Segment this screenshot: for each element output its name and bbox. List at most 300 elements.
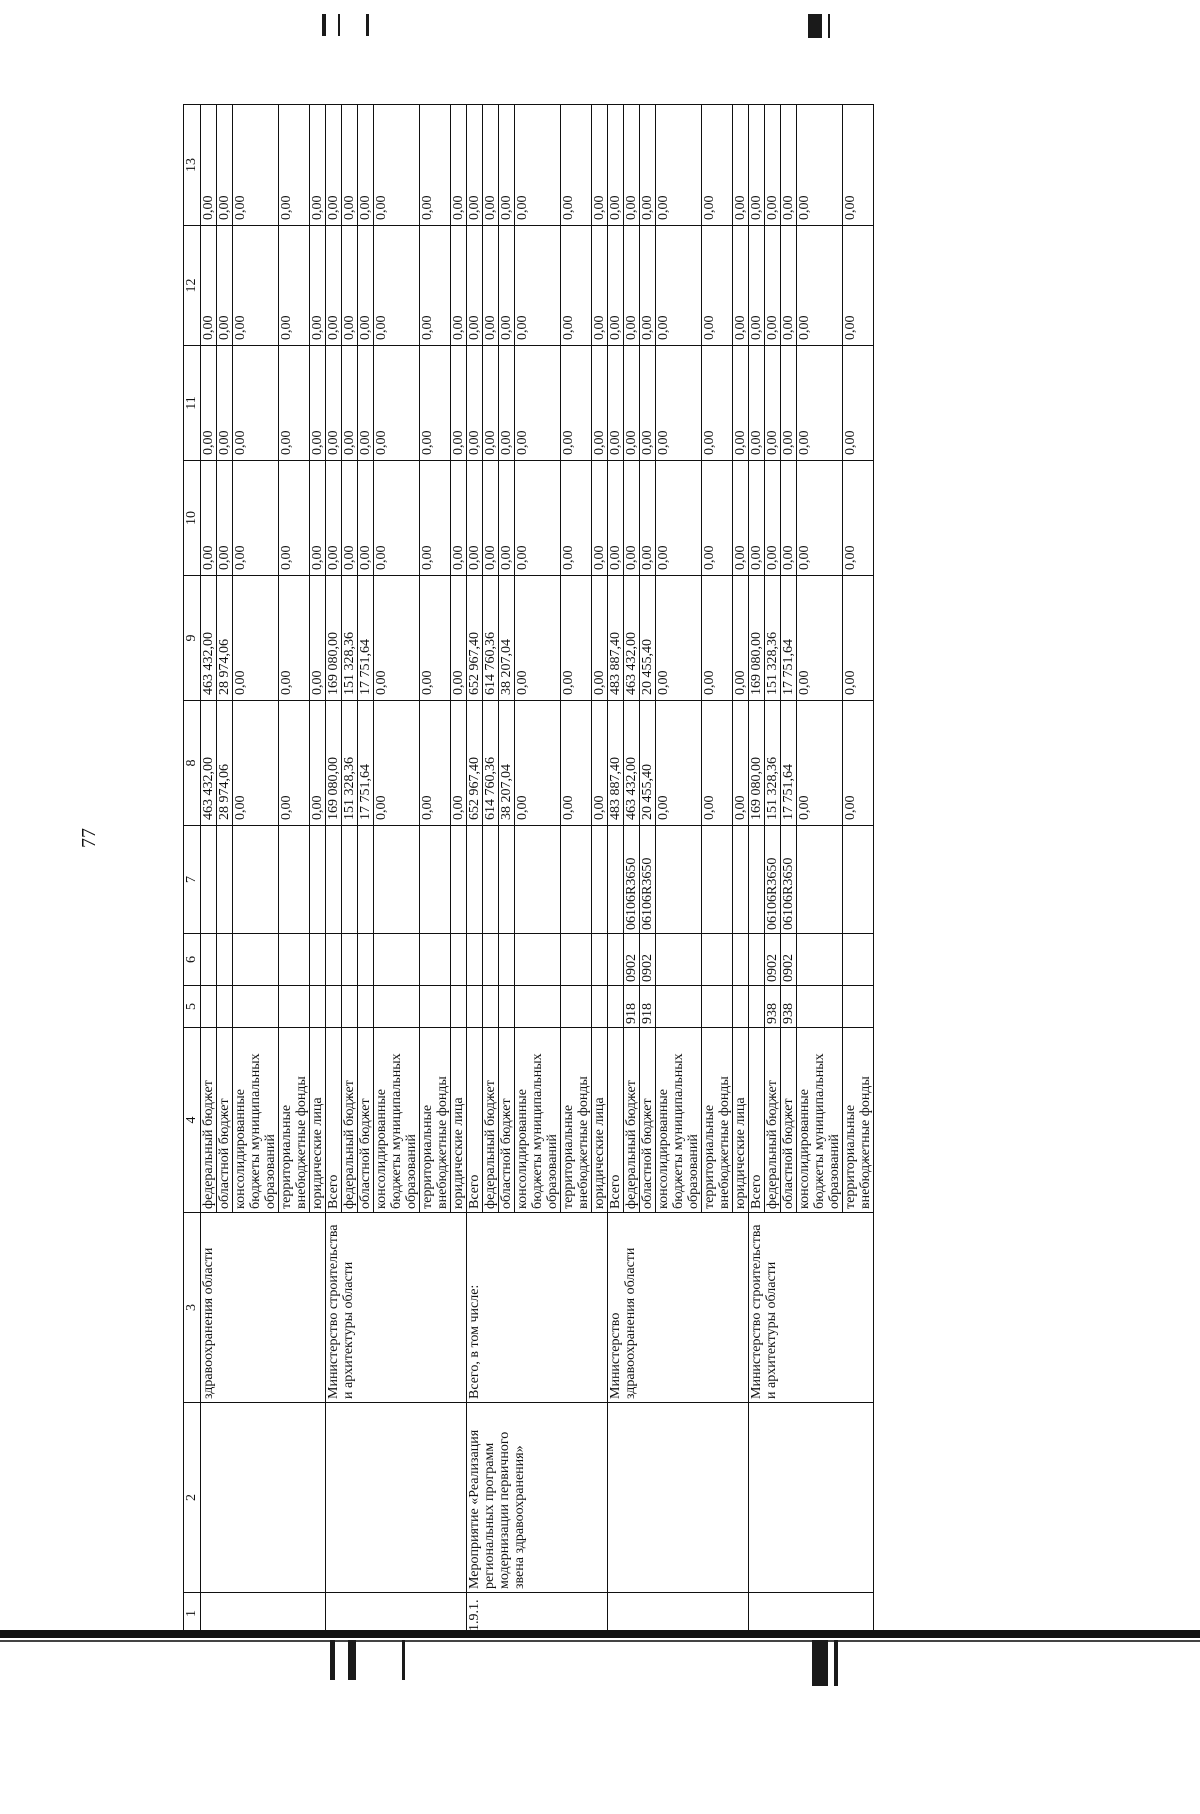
cell-c5: 938 <box>765 986 781 1028</box>
cell-c12: 0,00 <box>326 226 342 346</box>
cell-c12: 0,00 <box>781 226 797 346</box>
cell-c10: 0,00 <box>233 461 279 576</box>
cell-c5 <box>310 986 326 1028</box>
cell-c7 <box>201 826 217 934</box>
column-header: 6 <box>184 934 201 986</box>
column-header: 8 <box>184 701 201 826</box>
scan-mark-bottom-right-2 <box>834 1640 838 1686</box>
cell-c7: 06106R3650 <box>765 826 781 934</box>
cell-c7 <box>499 826 515 934</box>
cell-c10: 0,00 <box>640 461 656 576</box>
cell-c11: 0,00 <box>702 346 733 461</box>
cell-c8: 17 751,64 <box>358 701 374 826</box>
cell-c7 <box>342 826 358 934</box>
cell-c9: 0,00 <box>279 576 310 701</box>
scan-bar-bottom-thin <box>0 1640 1200 1642</box>
cell-c11: 0,00 <box>797 346 843 461</box>
cell-c4: областной бюджет <box>217 1028 233 1213</box>
cell-c11: 0,00 <box>765 346 781 461</box>
cell-c13: 0,00 <box>733 105 749 226</box>
cell-c11: 0,00 <box>326 346 342 461</box>
cell-c12: 0,00 <box>217 226 233 346</box>
cell-c6 <box>217 934 233 986</box>
cell-c9: 0,00 <box>656 576 702 701</box>
cell-c9: 169 080,00 <box>749 576 765 701</box>
cell-c10: 0,00 <box>624 461 640 576</box>
scan-mark-bottom-left-2 <box>348 1640 356 1680</box>
cell-c8: 652 967,40 <box>467 701 483 826</box>
cell-c5 <box>499 986 515 1028</box>
cell-c10: 0,00 <box>420 461 451 576</box>
cell-c9: 614 760,36 <box>483 576 499 701</box>
cell-c8: 151 328,36 <box>765 701 781 826</box>
cell-c8: 0,00 <box>561 701 592 826</box>
cell-c4: федеральный бюджет <box>624 1028 640 1213</box>
cell-c8: 0,00 <box>592 701 608 826</box>
cell-c6 <box>326 934 342 986</box>
cell-c7 <box>733 826 749 934</box>
cell-col3: Всего, в том числе: <box>467 1213 608 1403</box>
cell-c13: 0,00 <box>358 105 374 226</box>
cell-col1: 1.9.1. <box>467 1593 608 1635</box>
cell-c12: 0,00 <box>483 226 499 346</box>
cell-c13: 0,00 <box>592 105 608 226</box>
table-row <box>467 105 483 1635</box>
rotated-table-container <box>183 105 1103 1635</box>
cell-c12: 0,00 <box>561 226 592 346</box>
cell-c6 <box>592 934 608 986</box>
cell-c11: 0,00 <box>310 346 326 461</box>
cell-col3: здравоохранения области <box>201 1213 326 1403</box>
cell-c9: 0,00 <box>451 576 467 701</box>
cell-c11: 0,00 <box>358 346 374 461</box>
cell-c9: 0,00 <box>515 576 561 701</box>
cell-c10: 0,00 <box>451 461 467 576</box>
cell-c9: 0,00 <box>797 576 843 701</box>
cell-c10: 0,00 <box>358 461 374 576</box>
column-header: 13 <box>184 105 201 226</box>
cell-c8: 28 974,06 <box>217 701 233 826</box>
cell-c6 <box>233 934 279 986</box>
cell-c8: 151 328,36 <box>342 701 358 826</box>
cell-c6 <box>374 934 420 986</box>
cell-c4: территориальные внебюджетные фонды <box>702 1028 733 1213</box>
cell-c8: 0,00 <box>233 701 279 826</box>
cell-c10: 0,00 <box>515 461 561 576</box>
cell-c6 <box>451 934 467 986</box>
cell-c4: федеральный бюджет <box>483 1028 499 1213</box>
cell-col2: Мероприятие «Реализация региональных программ модернизации первичного звена здравоохранения» <box>467 1403 608 1593</box>
cell-c7 <box>592 826 608 934</box>
cell-c10: 0,00 <box>733 461 749 576</box>
cell-c9: 151 328,36 <box>765 576 781 701</box>
cell-c12: 0,00 <box>201 226 217 346</box>
cell-c4: юридические лица <box>310 1028 326 1213</box>
cell-c4: Всего <box>467 1028 483 1213</box>
cell-c13: 0,00 <box>217 105 233 226</box>
cell-c7 <box>656 826 702 934</box>
budget-table <box>183 104 874 1635</box>
cell-c11: 0,00 <box>656 346 702 461</box>
cell-col3: Министерство строительства и архитектуры области <box>326 1213 467 1403</box>
cell-c6 <box>797 934 843 986</box>
cell-c6 <box>201 934 217 986</box>
cell-c6 <box>733 934 749 986</box>
cell-c5 <box>342 986 358 1028</box>
cell-c9: 169 080,00 <box>326 576 342 701</box>
cell-c8: 0,00 <box>420 701 451 826</box>
cell-c9: 0,00 <box>843 576 874 701</box>
table-row <box>608 105 624 1635</box>
cell-c10: 0,00 <box>217 461 233 576</box>
cell-c5 <box>467 986 483 1028</box>
cell-c10: 0,00 <box>310 461 326 576</box>
cell-c12: 0,00 <box>467 226 483 346</box>
cell-c7 <box>702 826 733 934</box>
cell-col1 <box>608 1593 749 1635</box>
cell-c5 <box>233 986 279 1028</box>
cell-c6 <box>483 934 499 986</box>
cell-c7 <box>279 826 310 934</box>
cell-c7 <box>451 826 467 934</box>
cell-c9: 151 328,36 <box>342 576 358 701</box>
cell-c5 <box>326 986 342 1028</box>
cell-c13: 0,00 <box>608 105 624 226</box>
column-header: 11 <box>184 346 201 461</box>
cell-c6 <box>279 934 310 986</box>
cell-c10: 0,00 <box>561 461 592 576</box>
cell-c6 <box>310 934 326 986</box>
cell-c12: 0,00 <box>342 226 358 346</box>
cell-c5 <box>702 986 733 1028</box>
cell-c13: 0,00 <box>640 105 656 226</box>
cell-c4: консолидированные бюджеты муниципальных образований <box>233 1028 279 1213</box>
cell-c12: 0,00 <box>843 226 874 346</box>
cell-c9: 28 974,06 <box>217 576 233 701</box>
cell-c7 <box>561 826 592 934</box>
cell-c9: 20 455,40 <box>640 576 656 701</box>
cell-c9: 0,00 <box>561 576 592 701</box>
cell-c7 <box>233 826 279 934</box>
cell-c5 <box>843 986 874 1028</box>
cell-c11: 0,00 <box>201 346 217 461</box>
cell-c4: юридические лица <box>592 1028 608 1213</box>
cell-c7: 06106R3650 <box>624 826 640 934</box>
cell-c4: областной бюджет <box>781 1028 797 1213</box>
cell-c11: 0,00 <box>781 346 797 461</box>
cell-c5 <box>749 986 765 1028</box>
cell-c13: 0,00 <box>515 105 561 226</box>
cell-c9: 0,00 <box>233 576 279 701</box>
cell-c10: 0,00 <box>781 461 797 576</box>
cell-c10: 0,00 <box>374 461 420 576</box>
cell-c6 <box>656 934 702 986</box>
cell-c12: 0,00 <box>374 226 420 346</box>
column-header: 10 <box>184 461 201 576</box>
cell-c8: 169 080,00 <box>749 701 765 826</box>
cell-c13: 0,00 <box>499 105 515 226</box>
cell-c12: 0,00 <box>420 226 451 346</box>
cell-c7: 06106R3650 <box>781 826 797 934</box>
cell-c4: федеральный бюджет <box>201 1028 217 1213</box>
cell-c9: 463 432,00 <box>201 576 217 701</box>
cell-c10: 0,00 <box>843 461 874 576</box>
cell-c10: 0,00 <box>499 461 515 576</box>
cell-c8: 0,00 <box>656 701 702 826</box>
cell-c8: 0,00 <box>515 701 561 826</box>
cell-c8: 614 760,36 <box>483 701 499 826</box>
scan-mark-bottom-left-3 <box>402 1640 405 1680</box>
table-row <box>326 105 342 1635</box>
cell-c5 <box>279 986 310 1028</box>
column-header: 12 <box>184 226 201 346</box>
cell-c7 <box>843 826 874 934</box>
cell-c13: 0,00 <box>467 105 483 226</box>
cell-c12: 0,00 <box>310 226 326 346</box>
cell-c5 <box>358 986 374 1028</box>
cell-c7 <box>467 826 483 934</box>
cell-c6 <box>515 934 561 986</box>
column-header: 4 <box>184 1028 201 1213</box>
cell-c6: 0902 <box>765 934 781 986</box>
cell-c11: 0,00 <box>843 346 874 461</box>
cell-c5 <box>656 986 702 1028</box>
cell-c6 <box>499 934 515 986</box>
cell-c8: 0,00 <box>797 701 843 826</box>
cell-c7 <box>310 826 326 934</box>
scan-mark-bottom-left <box>330 1640 335 1680</box>
cell-c7 <box>608 826 624 934</box>
cell-c12: 0,00 <box>233 226 279 346</box>
cell-c5 <box>420 986 451 1028</box>
cell-c9: 463 432,00 <box>624 576 640 701</box>
cell-c8: 0,00 <box>843 701 874 826</box>
cell-c12: 0,00 <box>279 226 310 346</box>
cell-c7 <box>483 826 499 934</box>
cell-c8: 169 080,00 <box>326 701 342 826</box>
cell-c13: 0,00 <box>624 105 640 226</box>
cell-c11: 0,00 <box>342 346 358 461</box>
cell-c9: 0,00 <box>733 576 749 701</box>
cell-c10: 0,00 <box>797 461 843 576</box>
cell-c12: 0,00 <box>733 226 749 346</box>
cell-c7 <box>374 826 420 934</box>
cell-c12: 0,00 <box>765 226 781 346</box>
cell-c12: 0,00 <box>451 226 467 346</box>
cell-c10: 0,00 <box>749 461 765 576</box>
cell-c11: 0,00 <box>515 346 561 461</box>
cell-c7: 06106R3650 <box>640 826 656 934</box>
cell-c4: областной бюджет <box>499 1028 515 1213</box>
cell-c12: 0,00 <box>515 226 561 346</box>
cell-c12: 0,00 <box>624 226 640 346</box>
cell-c6 <box>702 934 733 986</box>
column-header: 5 <box>184 986 201 1028</box>
cell-c11: 0,00 <box>749 346 765 461</box>
column-header: 9 <box>184 576 201 701</box>
cell-c4: консолидированные бюджеты муниципальных образований <box>656 1028 702 1213</box>
cell-c13: 0,00 <box>702 105 733 226</box>
page-number: 77 <box>78 828 100 848</box>
cell-c7 <box>797 826 843 934</box>
cell-c11: 0,00 <box>561 346 592 461</box>
cell-c13: 0,00 <box>781 105 797 226</box>
cell-c6 <box>843 934 874 986</box>
cell-c4: территориальные внебюджетные фонды <box>843 1028 874 1213</box>
cell-c5 <box>592 986 608 1028</box>
cell-c6 <box>358 934 374 986</box>
cell-c6: 0902 <box>624 934 640 986</box>
cell-c11: 0,00 <box>483 346 499 461</box>
cell-c12: 0,00 <box>592 226 608 346</box>
cell-c5: 918 <box>624 986 640 1028</box>
cell-c9: 0,00 <box>592 576 608 701</box>
cell-c13: 0,00 <box>797 105 843 226</box>
cell-c12: 0,00 <box>797 226 843 346</box>
cell-c13: 0,00 <box>233 105 279 226</box>
cell-c12: 0,00 <box>656 226 702 346</box>
cell-c13: 0,00 <box>342 105 358 226</box>
cell-c10: 0,00 <box>342 461 358 576</box>
cell-col3: Министерство строительства и архитектуры области <box>749 1213 874 1403</box>
cell-col2 <box>201 1403 326 1593</box>
cell-c8: 0,00 <box>733 701 749 826</box>
cell-c11: 0,00 <box>233 346 279 461</box>
cell-c4: консолидированные бюджеты муниципальных образований <box>797 1028 843 1213</box>
cell-c13: 0,00 <box>483 105 499 226</box>
cell-c5 <box>483 986 499 1028</box>
cell-c13: 0,00 <box>765 105 781 226</box>
cell-c11: 0,00 <box>499 346 515 461</box>
cell-c7 <box>326 826 342 934</box>
cell-c7 <box>420 826 451 934</box>
cell-c4: областной бюджет <box>358 1028 374 1213</box>
cell-c4: федеральный бюджет <box>765 1028 781 1213</box>
cell-c13: 0,00 <box>656 105 702 226</box>
cell-c4: Всего <box>326 1028 342 1213</box>
cell-c12: 0,00 <box>749 226 765 346</box>
cell-col2 <box>326 1403 467 1593</box>
cell-c5: 918 <box>640 986 656 1028</box>
cell-c12: 0,00 <box>640 226 656 346</box>
cell-c12: 0,00 <box>499 226 515 346</box>
table-row <box>749 105 765 1635</box>
cell-c8: 20 455,40 <box>640 701 656 826</box>
cell-c13: 0,00 <box>201 105 217 226</box>
cell-c11: 0,00 <box>420 346 451 461</box>
cell-c5 <box>733 986 749 1028</box>
cell-c4: территориальные внебюджетные фонды <box>561 1028 592 1213</box>
cell-c9: 483 887,40 <box>608 576 624 701</box>
cell-c11: 0,00 <box>608 346 624 461</box>
table-row <box>201 105 217 1635</box>
table-body <box>201 105 874 1635</box>
cell-c13: 0,00 <box>749 105 765 226</box>
cell-c6: 0902 <box>640 934 656 986</box>
cell-c8: 463 432,00 <box>201 701 217 826</box>
cell-c10: 0,00 <box>702 461 733 576</box>
cell-c13: 0,00 <box>326 105 342 226</box>
column-header: 1 <box>184 1593 201 1635</box>
cell-c9: 0,00 <box>374 576 420 701</box>
cell-c13: 0,00 <box>843 105 874 226</box>
column-header: 2 <box>184 1403 201 1593</box>
cell-c10: 0,00 <box>201 461 217 576</box>
cell-col2 <box>608 1403 749 1593</box>
cell-col1 <box>326 1593 467 1635</box>
cell-col1 <box>201 1593 326 1635</box>
cell-c10: 0,00 <box>765 461 781 576</box>
cell-c11: 0,00 <box>467 346 483 461</box>
cell-c11: 0,00 <box>733 346 749 461</box>
scan-mark-top-left <box>322 14 326 36</box>
cell-c13: 0,00 <box>420 105 451 226</box>
cell-c9: 0,00 <box>702 576 733 701</box>
cell-c4: областной бюджет <box>640 1028 656 1213</box>
cell-c13: 0,00 <box>451 105 467 226</box>
scan-mark-top-left-3 <box>366 14 369 36</box>
cell-c8: 483 887,40 <box>608 701 624 826</box>
cell-col3: Министерство здравоохранения области <box>608 1213 749 1403</box>
cell-c4: консолидированные бюджеты муниципальных образований <box>515 1028 561 1213</box>
scan-mark-bottom-right <box>812 1640 828 1686</box>
cell-c9: 652 967,40 <box>467 576 483 701</box>
cell-c13: 0,00 <box>374 105 420 226</box>
cell-c8: 38 207,04 <box>499 701 515 826</box>
cell-c8: 0,00 <box>310 701 326 826</box>
cell-c8: 0,00 <box>451 701 467 826</box>
cell-c6 <box>420 934 451 986</box>
cell-c9: 0,00 <box>310 576 326 701</box>
cell-c5 <box>217 986 233 1028</box>
scan-mark-top-left-2 <box>338 14 340 36</box>
cell-c8: 17 751,64 <box>781 701 797 826</box>
cell-col1 <box>749 1593 874 1635</box>
cell-c8: 0,00 <box>279 701 310 826</box>
cell-c4: юридические лица <box>451 1028 467 1213</box>
cell-c4: территориальные внебюджетные фонды <box>420 1028 451 1213</box>
cell-c13: 0,00 <box>279 105 310 226</box>
cell-c12: 0,00 <box>702 226 733 346</box>
cell-c6 <box>342 934 358 986</box>
cell-c11: 0,00 <box>374 346 420 461</box>
column-header: 3 <box>184 1213 201 1403</box>
cell-c5 <box>797 986 843 1028</box>
cell-c6 <box>561 934 592 986</box>
cell-c9: 0,00 <box>420 576 451 701</box>
cell-c10: 0,00 <box>608 461 624 576</box>
cell-c7 <box>217 826 233 934</box>
cell-c8: 0,00 <box>702 701 733 826</box>
cell-c11: 0,00 <box>451 346 467 461</box>
column-header: 7 <box>184 826 201 934</box>
cell-c10: 0,00 <box>467 461 483 576</box>
cell-c7 <box>749 826 765 934</box>
cell-c8: 463 432,00 <box>624 701 640 826</box>
cell-c6: 0902 <box>781 934 797 986</box>
cell-c10: 0,00 <box>592 461 608 576</box>
cell-c11: 0,00 <box>217 346 233 461</box>
cell-c5 <box>561 986 592 1028</box>
cell-c11: 0,00 <box>640 346 656 461</box>
cell-c11: 0,00 <box>624 346 640 461</box>
cell-c9: 38 207,04 <box>499 576 515 701</box>
cell-c13: 0,00 <box>310 105 326 226</box>
cell-c7 <box>515 826 561 934</box>
cell-c6 <box>749 934 765 986</box>
cell-c5: 938 <box>781 986 797 1028</box>
cell-c9: 17 751,64 <box>358 576 374 701</box>
